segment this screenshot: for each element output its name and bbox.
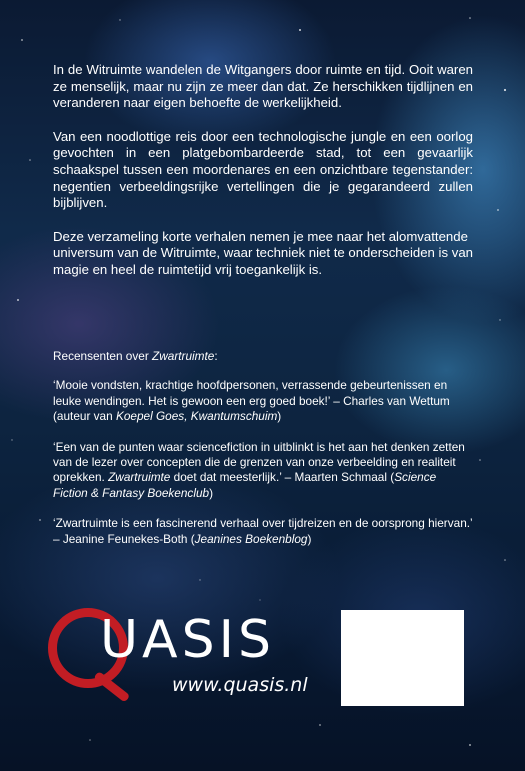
review-2-source: Science Fiction & Fantasy Boekenclub [53,470,437,500]
review-1-work-1: Koepel Goes [115,409,185,424]
review-2-title: Zwartruimte [108,470,171,485]
reviews-section [53,349,473,562]
review-2-quote: ‘Een van de punten waar sciencefiction in uitblinkt is het aan het denken zetten van de lezer over concepten die de grenzen van onze verbeelding en realiteit oprekken. [53,439,465,485]
blurb-paragraph-1: In de Witruimte wandelen de Witgangers door ruimte en tijd. Ooit waren ze menselijk, maar nu zijn ze meer dan dat. Ze herschikken tijdlijnen en veranderen naar eigen behoefte de werkelijkheid. [53,62,473,111]
reviews-heading-suffix: : [214,349,218,363]
review-1-separator: , [184,409,191,424]
review-2-quote-end: doet dat meesterlijk.’ – Maarten Schmaal ( [170,470,395,485]
blurb-paragraph-2: Van een noodlottige reis door een technologische jungle en een oorlog gevochten in een platgebombardeerde stad, tot een gevaarlijk schaakspel tussen een moordenares en een onzichtbare tegenstander: negentien verbeeldingsrijke vertellingen die je gegarandeerd zullen bijblijven. [53,128,473,211]
reviews-heading [53,349,473,364]
review-1-quote: ‘Mooie vondsten, krachtige hoofdpersonen, verrassende gebeurtenissen en leuke wendingen. Het is gewoon een erg goed boek!’ – Charles van Wettum (auteur van [53,378,450,424]
barcode-placeholder [341,610,464,706]
publisher-logo [40,608,310,700]
reviews-heading-title: Zwartruimte [152,349,215,363]
back-cover-blurb [53,62,473,296]
review-1 [53,378,473,424]
publisher-website: www.quasis.nl [172,674,308,696]
review-3-quote: ‘Zwartruimte is een fascinerend verhaal over tijdreizen en de oorsprong hiervan.’ – Jeanine Feunekes-Both ( [53,516,473,546]
review-1-end: ) [277,409,282,424]
review-2-end: ) [209,485,213,500]
review-2 [53,440,473,502]
blurb-paragraph-3: Deze verzameling korte verhalen nemen je mee naar het alomvattende universum van de Witruimte, waar techniek niet te onderscheiden is van magie en heel de ruimtetijd vrij toegankelijk is. [53,228,474,277]
review-3-end: ) [307,531,312,546]
logo-wordmark: UASIS [100,610,275,670]
review-3-source: Jeanines Boekenblog [194,531,308,546]
review-3 [53,516,473,547]
reviews-heading-prefix: Recensenten over [53,349,153,363]
review-1-work-2: Kwantumschuim [190,409,278,424]
